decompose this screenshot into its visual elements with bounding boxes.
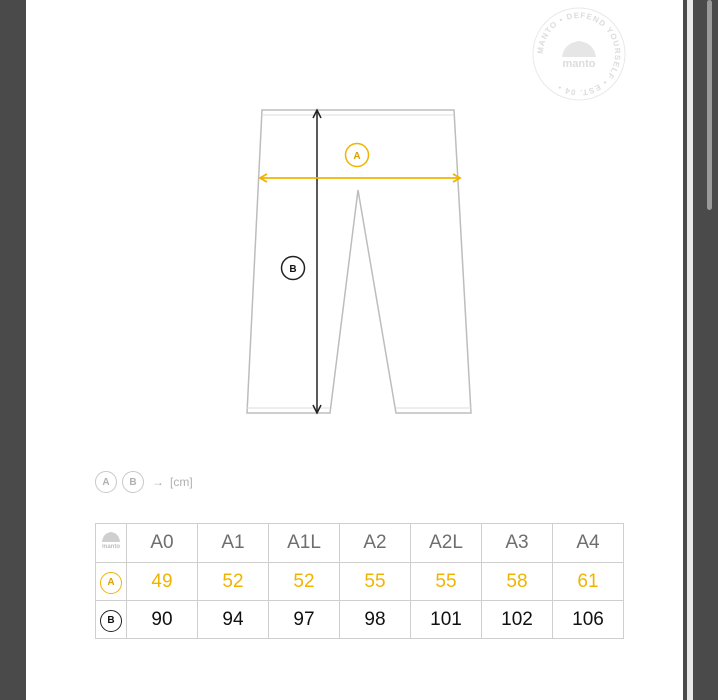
size-header: A2 <box>340 524 411 563</box>
row-b-badge: B <box>100 610 122 632</box>
manto-badge <box>530 5 628 103</box>
table-cell: 55 <box>411 563 482 601</box>
row-a-label-cell <box>96 563 127 601</box>
size-header: A4 <box>553 524 624 563</box>
legend-a-badge: A <box>95 471 117 493</box>
size-header: A1 <box>198 524 269 563</box>
manto-logo-icon <box>97 530 125 550</box>
measure-b-row <box>96 601 624 639</box>
shorts-svg <box>240 100 480 425</box>
table-cell: 52 <box>269 563 340 601</box>
badge-ring-text: MANTO • DEFEND YOURSELF • EST. 04 • <box>535 10 623 98</box>
table-cell: 102 <box>482 601 553 639</box>
table-cell: 106 <box>553 601 624 639</box>
scroll-track <box>687 0 693 700</box>
table-cell: 55 <box>340 563 411 601</box>
table-cell: 97 <box>269 601 340 639</box>
shorts-diagram <box>240 100 480 425</box>
size-header-row <box>96 524 624 563</box>
legend-unit: [cm] <box>170 475 193 489</box>
label-a-text: A <box>353 151 361 162</box>
legend-arrow: → <box>152 475 164 489</box>
table-cell: 101 <box>411 601 482 639</box>
size-table <box>95 523 624 639</box>
row-a-badge: A <box>100 572 122 594</box>
table-cell: 52 <box>198 563 269 601</box>
size-header: A1L <box>269 524 340 563</box>
badge-helmet-icon <box>562 41 596 57</box>
size-header: A3 <box>482 524 553 563</box>
table-cell: 94 <box>198 601 269 639</box>
right-margin <box>683 0 718 700</box>
table-cell: 49 <box>127 563 198 601</box>
row-b-label-cell <box>96 601 127 639</box>
measure-a-row <box>96 563 624 601</box>
legend-b-badge: B <box>122 471 144 493</box>
table-cell: 58 <box>482 563 553 601</box>
left-margin <box>0 0 26 700</box>
size-header: A0 <box>127 524 198 563</box>
table-cell: 90 <box>127 601 198 639</box>
scrollbar-thumb[interactable] <box>707 0 712 210</box>
table-cell: 61 <box>553 563 624 601</box>
header-logo-cell <box>96 524 127 563</box>
svg-text:manto: manto <box>102 544 120 550</box>
size-header: A2L <box>411 524 482 563</box>
badge-brand: manto <box>562 58 596 70</box>
table-cell: 98 <box>340 601 411 639</box>
measurement-legend <box>95 469 193 495</box>
badge-svg <box>530 5 628 103</box>
label-b-text: B <box>289 264 297 275</box>
